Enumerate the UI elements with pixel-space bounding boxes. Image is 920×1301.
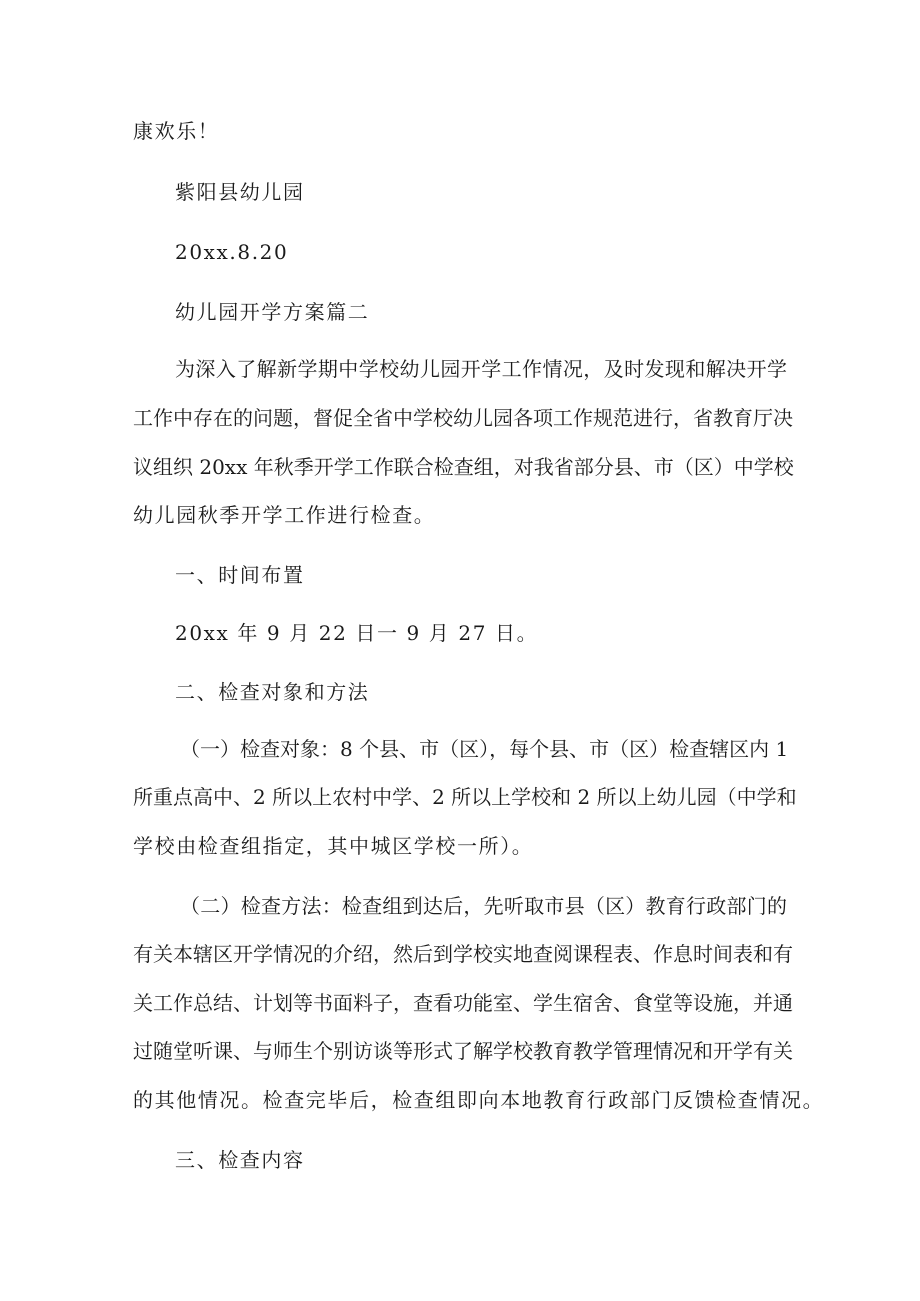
text-line-signature-date: 20xx.8.20 — [175, 240, 289, 264]
paragraph-line: 关工作总结、计划等书面料子，查看功能室、学生宿舍、食堂等设施，并通 — [133, 991, 793, 1015]
paragraph-line: 幼儿园秋季开学工作进行检查。 — [133, 503, 436, 527]
text-line-signature-org: 紫阳县幼儿园 — [175, 180, 305, 204]
paragraph-line: 20xx 年 9 月 22 日一 9 月 27 日。 — [175, 621, 539, 645]
section-title: 幼儿园开学方案篇二 — [175, 300, 370, 324]
paragraph-line: （一）检查对象：8 个县、市（区），每个县、市（区）检查辖区内 1 — [180, 737, 789, 761]
paragraph-line: 为深入了解新学期中学校幼儿园开学工作情况，及时发现和解决开学 — [175, 357, 787, 381]
paragraph-line: 议组织 20xx 年秋季开学工作联合检查组，对我省部分县、市（区）中学校 — [133, 455, 794, 479]
paragraph-line: （二）检查方法：检查组到达后，先听取市县（区）教育行政部门的 — [180, 894, 787, 918]
heading-line: 二、检查对象和方法 — [175, 680, 370, 704]
paragraph-line: 所重点高中、2 所以上农村中学、2 所以上学校和 2 所以上幼儿园（中学和 — [133, 785, 797, 809]
heading-line: 三、检查内容 — [175, 1148, 305, 1172]
paragraph-line: 学校由检查组指定，其中城区学校一所）。 — [133, 834, 534, 858]
paragraph-line: 工作中存在的问题，督促全省中学校幼儿园各项工作规范进行，省教育厅决 — [133, 406, 793, 430]
paragraph-line: 的其他情况。检查完毕后，检查组即向本地教育行政部门反馈检查情况。 — [133, 1088, 825, 1112]
text-line-closing: 康欢乐！ — [133, 119, 220, 143]
paragraph-line: 有关本辖区开学情况的介绍，然后到学校实地查阅课程表、作息时间表和有 — [133, 942, 793, 966]
heading-line: 一、时间布置 — [175, 563, 305, 587]
paragraph-line: 过随堂听课、与师生个别访谈等形式了解学校教育教学管理情况和开学有关 — [133, 1039, 793, 1063]
